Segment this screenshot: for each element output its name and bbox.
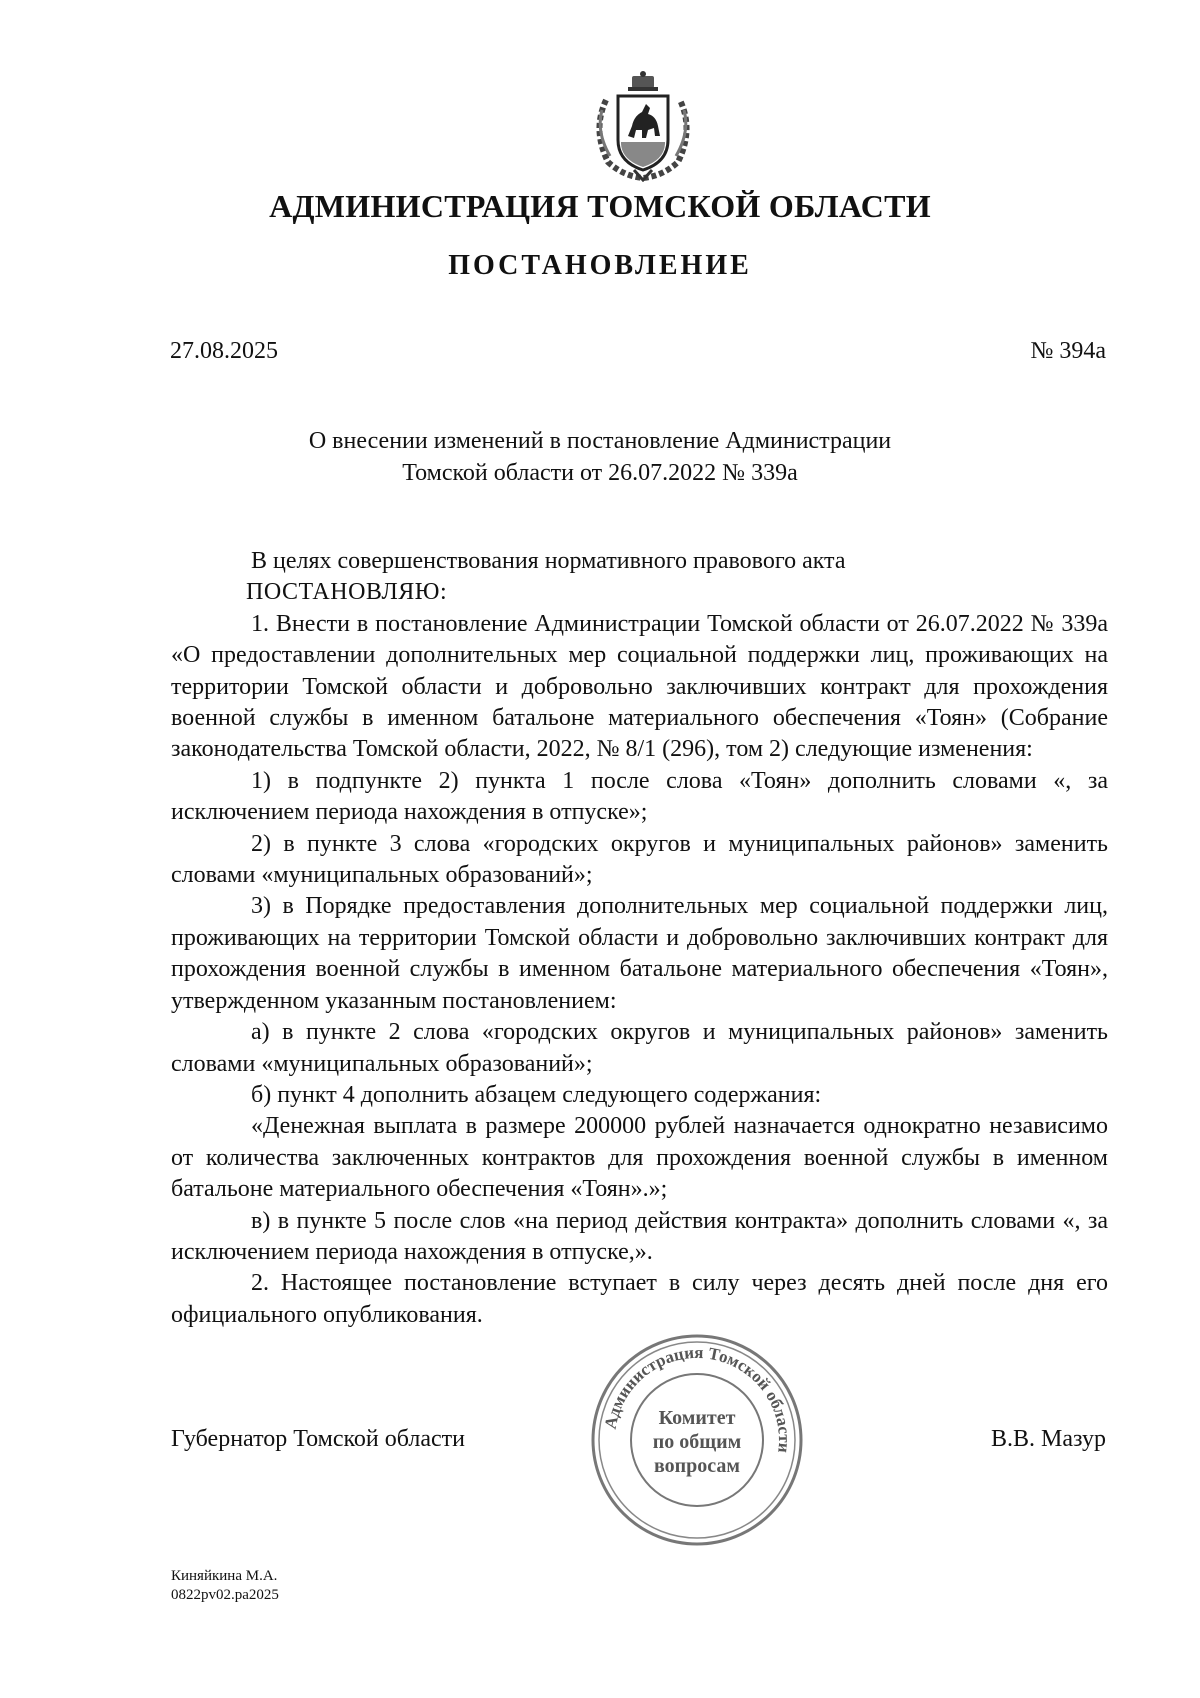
item-1-3: 3) в Порядке предоставления дополнительных мер социальной поддержки лиц, проживающих на территории Томской области и добровольно заключивших контракт для прохождения военной службы в именном батальоне материального обеспечения «Тоян», утвержденном указанным постановлением: <box>171 893 1108 1014</box>
subject-line-2: Томской области от 26.07.2022 № 339а <box>402 460 798 486</box>
signatory-position: Губернатор Томской области <box>171 1426 465 1452</box>
document-number: № 394а <box>1030 338 1106 364</box>
item-1-3-b-quote: «Денежная выплата в размере 200000 рублей назначается однократно независимо от количества заключенных контрактов для прохождения военной службы в именном батальоне материального обеспечения «Тоян».»; <box>171 1113 1108 1203</box>
item-1: 1. Внести в постановление Администрации Томской области от 26.07.2022 № 339а «О предоставлении дополнительных мер социальной поддержки лиц, проживающих на территории Томской области и добровольно заключивших контракт для прохождения военной службы в именном батальоне материального обеспечения «Тоян» (Собрание законодательства Томской области, 2022, № 8/1 (296), том 2) следующие изменения: <box>171 610 1108 763</box>
stamp-center-line-2: по общим <box>652 1431 742 1453</box>
item-1-2: 2) в пункте 3 слова «городских округов и муниципальных районов» заменить словами «муниципальных образований»; <box>171 830 1108 889</box>
signatory-name: В.В. Мазур <box>991 1426 1106 1452</box>
footer-info <box>171 1567 279 1605</box>
item-1-1: 1) в подпункте 2) пункта 1 после слова «Тоян» дополнить словами «, за исключением периода нахождения в отпуске»; <box>171 767 1108 826</box>
executor-name: Киняйкина М.А. <box>171 1568 278 1584</box>
intro-paragraph: В целях совершенствования нормативного правового акта <box>251 548 846 574</box>
document-type-title: ПОСТАНОВЛЕНИЕ <box>448 250 752 281</box>
document-subject <box>300 425 900 489</box>
organization-title: АДМИНИСТРАЦИЯ ТОМСКОЙ ОБЛАСТИ <box>269 188 931 224</box>
subject-line-1: О внесении изменений в постановление Администрации <box>308 428 892 454</box>
item-1-3-c: в) в пункте 5 после слов «на период действия контракта» дополнить словами «, за исключением периода нахождения в отпуске,». <box>171 1207 1108 1265</box>
item-1-3-b: б) пункт 4 дополнить абзацем следующего содержания: <box>251 1081 822 1108</box>
document-date: 27.08.2025 <box>170 338 278 364</box>
coat-of-arms-icon <box>588 70 698 182</box>
file-code: 0822pv02.pa2025 <box>171 1587 279 1603</box>
official-stamp <box>587 1330 807 1550</box>
decree-word: ПОСТАНОВЛЯЮ: <box>246 579 448 606</box>
item-2: 2. Настоящее постановление вступает в силу через десять дней после дня его официального опубликования. <box>171 1270 1108 1328</box>
stamp-center-line-3: вопросам <box>653 1455 741 1477</box>
stamp-ring-text: Администрация Томской области <box>600 1342 795 1454</box>
stamp-center-line-1: Комитет <box>658 1407 736 1429</box>
item-1-3-a: а) в пункте 2 слова «городских округов и муниципальных районов» заменить словами «муниципальных образований»; <box>171 1019 1108 1077</box>
document-body <box>171 546 1108 1331</box>
